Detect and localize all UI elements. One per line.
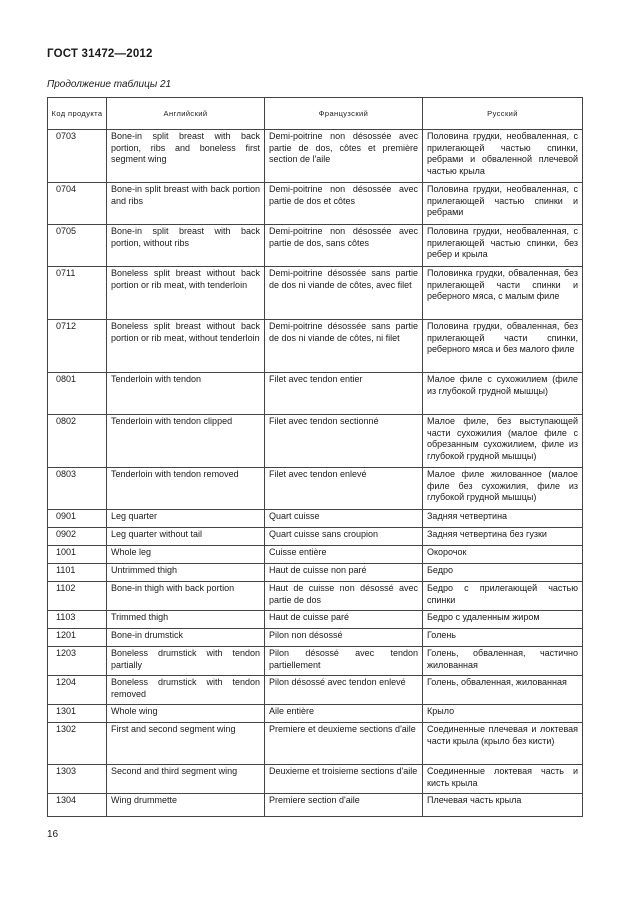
cell-russian: Половина грудки, необваленная, с прилегающей частью спинки и ребрами [423, 183, 583, 225]
cell-french: Quart cuisse sans croupion [265, 528, 423, 546]
table-continuation-caption: Продолжение таблицы 21 [47, 79, 172, 90]
cell-russian: Голень [423, 629, 583, 647]
table-row [48, 267, 583, 320]
table-row [48, 676, 583, 705]
standard-header: ГОСТ 31472—2012 [47, 48, 153, 60]
cell-russian: Задняя четвертина [423, 510, 583, 528]
cell-french: Filet avec tendon entier [265, 373, 423, 415]
cell-french: Haut de cuisse paré [265, 611, 423, 629]
cell-english: Tenderloin with tendon clipped [107, 415, 265, 468]
cell-russian: Плечевая часть крыла [423, 794, 583, 817]
table-body [48, 130, 583, 817]
cell-french: Demi-poitrine non désossée avec partie de dos, côtes et première section de l'aile [265, 130, 423, 183]
cell-french: Deuxieme et troisieme sections d'aile [265, 765, 423, 794]
cell-english: Tenderloin with tendon [107, 373, 265, 415]
table-row [48, 564, 583, 582]
table-row [48, 373, 583, 415]
table-row [48, 794, 583, 817]
table-row [48, 705, 583, 723]
table-header-row [48, 98, 583, 130]
cell-code: 0801 [48, 373, 107, 415]
cell-russian: Соединенные плечевая и локтевая части крыла (крыло без кисти) [423, 723, 583, 765]
cell-english: Boneless split breast without back portion or rib meat, without tenderloin [107, 320, 265, 373]
cell-code: 1303 [48, 765, 107, 794]
cell-code: 0712 [48, 320, 107, 373]
cell-russian: Половина грудки, необваленная, с прилегающей частью спинки, без ребер и крыла [423, 225, 583, 267]
cell-english: Whole leg [107, 546, 265, 564]
cell-english: Leg quarter [107, 510, 265, 528]
table-row [48, 611, 583, 629]
cell-english: Trimmed thigh [107, 611, 265, 629]
cell-english: Leg quarter without tail [107, 528, 265, 546]
cell-code: 1304 [48, 794, 107, 817]
page-number: 16 [47, 829, 59, 840]
cell-french: Filet avec tendon sectionné [265, 415, 423, 468]
cell-french: Filet avec tendon enlevé [265, 468, 423, 510]
cell-code: 1101 [48, 564, 107, 582]
table-row [48, 629, 583, 647]
cell-french: Demi-poitrine non désossée avec partie de dos et côtes [265, 183, 423, 225]
cell-code: 1301 [48, 705, 107, 723]
cell-code: 1203 [48, 647, 107, 676]
cell-english: Untrimmed thigh [107, 564, 265, 582]
cell-russian: Задняя четвертина без гузки [423, 528, 583, 546]
cell-english: Whole wing [107, 705, 265, 723]
table-row [48, 765, 583, 794]
table-row [48, 130, 583, 183]
cell-english: First and second segment wing [107, 723, 265, 765]
table-row [48, 225, 583, 267]
cell-code: 0705 [48, 225, 107, 267]
cell-code: 1201 [48, 629, 107, 647]
table-row [48, 320, 583, 373]
cell-english: Boneless drumstick with tendon removed [107, 676, 265, 705]
cell-french: Premiere et deuxieme sections d'aile [265, 723, 423, 765]
cell-russian: Половина грудки, необваленная, с прилегающей частью спинки, ребрами и обваленной плечевой частью крыла [423, 130, 583, 183]
table-row [48, 468, 583, 510]
cell-french: Pilon non désossé [265, 629, 423, 647]
cell-french: Demi-poitrine désossée sans partie de dos ni viande de côtes, avec filet [265, 267, 423, 320]
cell-english: Bone-in split breast with back portion and ribs [107, 183, 265, 225]
table-row [48, 546, 583, 564]
cell-russian: Крыло [423, 705, 583, 723]
cell-code: 1102 [48, 582, 107, 611]
cell-english: Wing drummette [107, 794, 265, 817]
table-row [48, 528, 583, 546]
cell-russian: Бедро с удаленным жиром [423, 611, 583, 629]
cell-russian: Малое филе с сухожилием (филе из глубокой грудной мышцы) [423, 373, 583, 415]
cell-russian: Окорочок [423, 546, 583, 564]
table-row [48, 510, 583, 528]
cell-code: 0901 [48, 510, 107, 528]
cell-code: 0802 [48, 415, 107, 468]
cell-french: Premiere section d'aile [265, 794, 423, 817]
cell-french: Quart cuisse [265, 510, 423, 528]
cell-code: 0711 [48, 267, 107, 320]
cell-code: 1302 [48, 723, 107, 765]
cell-russian: Бедро [423, 564, 583, 582]
cell-french: Haut de cuisse non paré [265, 564, 423, 582]
cell-russian: Голень, обваленная, частично жилованная [423, 647, 583, 676]
cell-english: Bone-in thigh with back portion [107, 582, 265, 611]
cell-russian: Голень, обваленная, жилованная [423, 676, 583, 705]
table-row [48, 723, 583, 765]
cell-code: 0902 [48, 528, 107, 546]
column-header-code: Код продукта [48, 98, 107, 130]
cell-code: 1001 [48, 546, 107, 564]
cell-french: Pilon désossé avec tendon partiellement [265, 647, 423, 676]
cell-english: Bone-in split breast with back portion, without ribs [107, 225, 265, 267]
cell-code: 0704 [48, 183, 107, 225]
column-header-english: Английский [107, 98, 265, 130]
cell-code: 1103 [48, 611, 107, 629]
cell-french: Pilon désossé avec tendon enlevé [265, 676, 423, 705]
cell-code: 1204 [48, 676, 107, 705]
column-header-russian: Русский [423, 98, 583, 130]
table-row [48, 415, 583, 468]
table-row [48, 582, 583, 611]
column-header-french: Французский [265, 98, 423, 130]
cell-french: Cuisse entière [265, 546, 423, 564]
cell-code: 0703 [48, 130, 107, 183]
table-row [48, 647, 583, 676]
cell-code: 0803 [48, 468, 107, 510]
cell-french: Aile entière [265, 705, 423, 723]
cell-russian: Бедро с прилегающей частью спинки [423, 582, 583, 611]
cell-english: Second and third segment wing [107, 765, 265, 794]
product-codes-table [47, 97, 583, 817]
cell-english: Tenderloin with tendon removed [107, 468, 265, 510]
cell-french: Demi-poitrine désossée sans partie de dos ni viande de côtes, ni filet [265, 320, 423, 373]
cell-english: Boneless split breast without back portion or rib meat, with tenderloin [107, 267, 265, 320]
cell-russian: Половина грудки, обваленная, без прилегающей части спинки, реберного мяса и без малого филе [423, 320, 583, 373]
cell-french: Demi-poitrine non désossée avec partie de dos, sans côtes [265, 225, 423, 267]
table-row [48, 183, 583, 225]
cell-english: Bone-in drumstick [107, 629, 265, 647]
cell-russian: Половинка грудки, обваленная, без прилегающей части спинки и реберного мяса, с малым филе [423, 267, 583, 320]
cell-russian: Соединенные локтевая часть и кисть крыла [423, 765, 583, 794]
cell-russian: Малое филе жилованное (малое филе без сухожилия, филе из глубокой грудной мышцы) [423, 468, 583, 510]
cell-english: Boneless drumstick with tendon partially [107, 647, 265, 676]
cell-french: Haut de cuisse non désossé avec partie de dos [265, 582, 423, 611]
cell-russian: Малое филе, без выступающей части сухожилия (малое филе с обрезанным сухожилием, филе из глубокой грудной мышцы) [423, 415, 583, 468]
cell-english: Bone-in split breast with back portion, ribs and boneless first segment wing [107, 130, 265, 183]
